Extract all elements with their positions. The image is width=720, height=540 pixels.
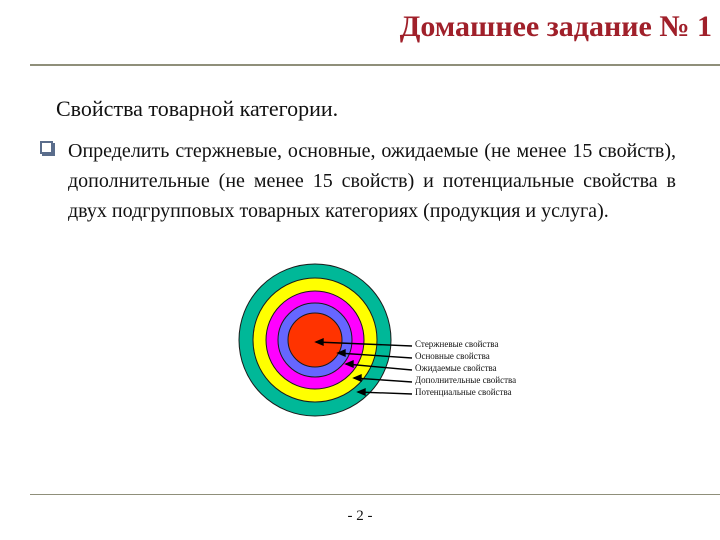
slide-subtitle: Свойства товарной категории. [56,96,339,121]
square-bullet-icon [40,141,53,154]
ring-core [288,313,342,367]
bullet-text: Определить стержневые, основные, ожидаемые (не менее 15 свойств), дополнительные (не менее 15 свойств) и потенциальные свойства в двух подгрупповых товарных категориях (продукция и услуга). [68,140,676,222]
label-additional: Дополнительные свойства [415,375,517,385]
label-basic: Основные свойства [415,351,490,361]
page-number: - 2 - [347,508,373,524]
label-potential: Потенциальные свойства [415,387,512,397]
label-expected: Ожидаемые свойства [415,363,497,373]
label-core: Стержневые свойства [415,339,499,349]
header-divider [30,64,720,66]
footer-divider [30,494,720,495]
bullet-item [40,136,676,226]
slide-title: Домашнее задание № 1 [399,10,712,43]
concentric-properties-diagram [236,254,546,426]
